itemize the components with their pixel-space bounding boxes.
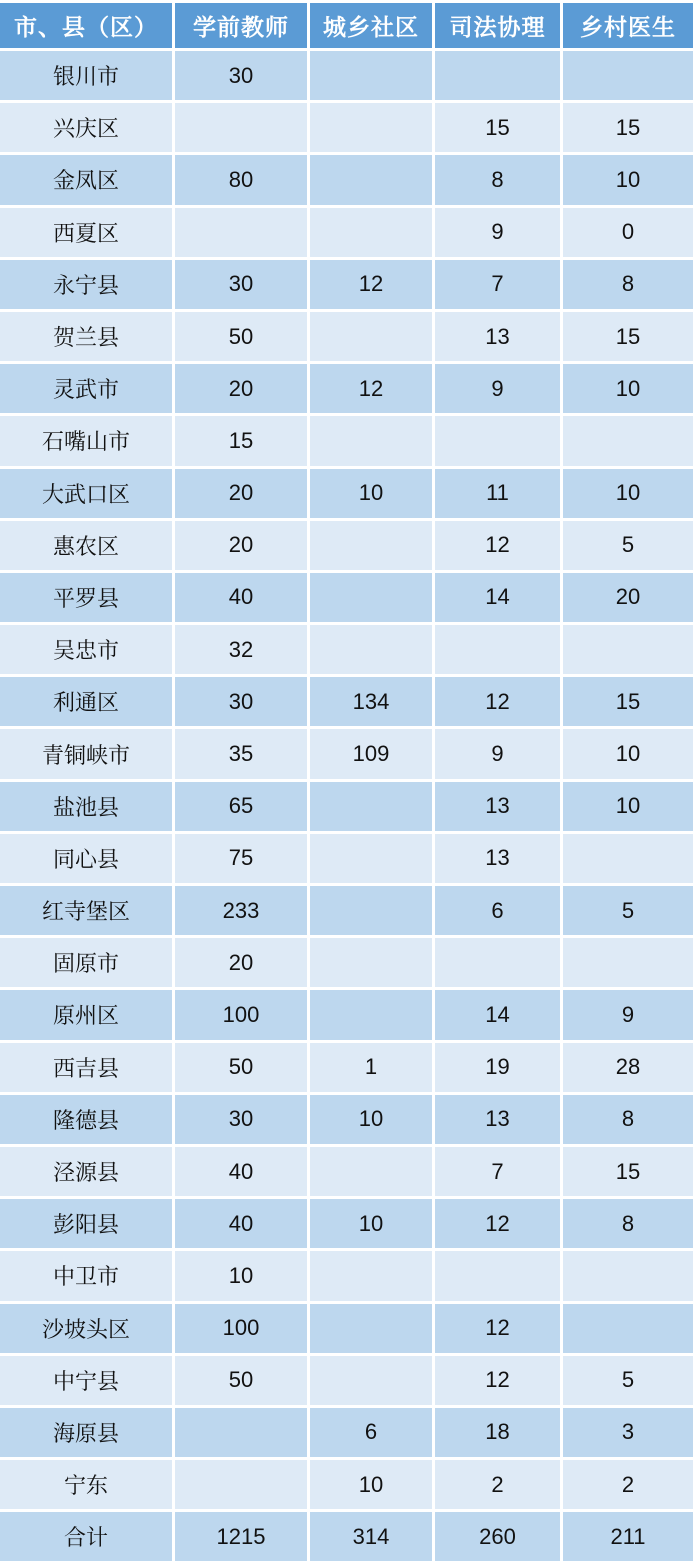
region-cell: 红寺堡区 — [0, 886, 172, 935]
value-cell: 100 — [175, 990, 307, 1039]
value-cell: 1215 — [175, 1512, 307, 1561]
value-cell: 32 — [175, 625, 307, 674]
value-cell: 0 — [563, 208, 693, 257]
value-cell: 10 — [310, 469, 432, 518]
value-cell: 30 — [175, 677, 307, 726]
value-cell: 109 — [310, 729, 432, 778]
value-cell — [310, 886, 432, 935]
value-cell — [563, 1251, 693, 1300]
value-cell: 13 — [435, 1095, 560, 1144]
table-row — [0, 51, 693, 100]
table-row — [0, 103, 693, 152]
region-cell: 同心县 — [0, 834, 172, 883]
region-cell: 隆德县 — [0, 1095, 172, 1144]
value-cell: 10 — [563, 729, 693, 778]
value-cell: 7 — [435, 1147, 560, 1196]
value-cell: 13 — [435, 834, 560, 883]
table-row — [0, 1095, 693, 1144]
region-cell: 海原县 — [0, 1408, 172, 1457]
value-cell — [310, 938, 432, 987]
table-row — [0, 469, 693, 518]
value-cell: 8 — [435, 155, 560, 204]
region-cell: 中宁县 — [0, 1356, 172, 1405]
column-header: 城乡社区 — [310, 3, 432, 48]
value-cell: 20 — [175, 521, 307, 570]
value-cell: 40 — [175, 1147, 307, 1196]
value-cell — [175, 103, 307, 152]
value-cell: 10 — [563, 469, 693, 518]
total-label-cell: 合计 — [0, 1512, 172, 1561]
region-cell: 灵武市 — [0, 364, 172, 413]
value-cell: 14 — [435, 990, 560, 1039]
value-cell: 15 — [175, 416, 307, 465]
value-cell: 1 — [310, 1043, 432, 1092]
value-cell: 5 — [563, 886, 693, 935]
column-header: 司法协理 — [435, 3, 560, 48]
value-cell — [310, 416, 432, 465]
table-row — [0, 1408, 693, 1457]
table-row — [0, 416, 693, 465]
value-cell — [563, 416, 693, 465]
value-cell: 15 — [435, 103, 560, 152]
value-cell: 12 — [435, 1356, 560, 1405]
table-row — [0, 573, 693, 622]
value-cell: 80 — [175, 155, 307, 204]
value-cell: 20 — [175, 364, 307, 413]
value-cell: 10 — [563, 782, 693, 831]
table-row — [0, 938, 693, 987]
value-cell: 8 — [563, 1199, 693, 1248]
value-cell — [435, 625, 560, 674]
table-total-row — [0, 1512, 693, 1561]
value-cell: 6 — [435, 886, 560, 935]
region-cell: 大武口区 — [0, 469, 172, 518]
value-cell — [310, 990, 432, 1039]
value-cell: 6 — [310, 1408, 432, 1457]
value-cell: 10 — [563, 155, 693, 204]
value-cell: 15 — [563, 677, 693, 726]
region-cell: 原州区 — [0, 990, 172, 1039]
region-cell: 彭阳县 — [0, 1199, 172, 1248]
value-cell: 10 — [310, 1460, 432, 1509]
value-cell: 35 — [175, 729, 307, 778]
value-cell: 12 — [435, 521, 560, 570]
value-cell: 50 — [175, 312, 307, 361]
region-cell: 惠农区 — [0, 521, 172, 570]
table-row — [0, 521, 693, 570]
value-cell — [563, 1304, 693, 1353]
value-cell: 10 — [563, 364, 693, 413]
value-cell: 40 — [175, 1199, 307, 1248]
region-cell: 中卫市 — [0, 1251, 172, 1300]
region-cell: 泾源县 — [0, 1147, 172, 1196]
value-cell — [310, 155, 432, 204]
region-cell: 固原市 — [0, 938, 172, 987]
value-cell: 40 — [175, 573, 307, 622]
value-cell: 20 — [563, 573, 693, 622]
value-cell: 9 — [435, 729, 560, 778]
region-cell: 盐池县 — [0, 782, 172, 831]
table-row — [0, 155, 693, 204]
value-cell — [435, 51, 560, 100]
value-cell: 12 — [435, 1304, 560, 1353]
value-cell: 20 — [175, 469, 307, 518]
column-header: 乡村医生 — [563, 3, 693, 48]
table-row — [0, 677, 693, 726]
value-cell: 19 — [435, 1043, 560, 1092]
region-cell: 宁东 — [0, 1460, 172, 1509]
value-cell: 18 — [435, 1408, 560, 1457]
table-row — [0, 1199, 693, 1248]
value-cell — [310, 51, 432, 100]
value-cell: 15 — [563, 312, 693, 361]
table-row — [0, 1460, 693, 1509]
value-cell: 7 — [435, 260, 560, 309]
value-cell — [435, 416, 560, 465]
value-cell: 9 — [435, 208, 560, 257]
region-cell: 银川市 — [0, 51, 172, 100]
value-cell: 12 — [310, 364, 432, 413]
table-row — [0, 834, 693, 883]
table-row — [0, 1251, 693, 1300]
region-cell: 兴庆区 — [0, 103, 172, 152]
region-cell: 永宁县 — [0, 260, 172, 309]
value-cell: 2 — [435, 1460, 560, 1509]
value-cell: 20 — [175, 938, 307, 987]
value-cell — [175, 1408, 307, 1457]
region-cell: 贺兰县 — [0, 312, 172, 361]
value-cell — [310, 103, 432, 152]
region-cell: 吴忠市 — [0, 625, 172, 674]
table-row — [0, 990, 693, 1039]
value-cell — [310, 782, 432, 831]
value-cell — [310, 1147, 432, 1196]
value-cell — [563, 51, 693, 100]
value-cell: 9 — [435, 364, 560, 413]
value-cell: 30 — [175, 51, 307, 100]
table-row — [0, 1147, 693, 1196]
value-cell: 8 — [563, 1095, 693, 1144]
value-cell — [310, 208, 432, 257]
value-cell: 3 — [563, 1408, 693, 1457]
value-cell — [310, 521, 432, 570]
column-header: 学前教师 — [175, 3, 307, 48]
value-cell: 65 — [175, 782, 307, 831]
value-cell — [310, 625, 432, 674]
region-cell: 利通区 — [0, 677, 172, 726]
value-cell: 75 — [175, 834, 307, 883]
value-cell: 211 — [563, 1512, 693, 1561]
value-cell: 15 — [563, 1147, 693, 1196]
value-cell — [175, 1460, 307, 1509]
region-column-header: 市、县（区） — [0, 3, 172, 48]
region-cell: 沙坡头区 — [0, 1304, 172, 1353]
value-cell: 5 — [563, 1356, 693, 1405]
value-cell — [563, 938, 693, 987]
region-cell: 金凤区 — [0, 155, 172, 204]
value-cell: 12 — [310, 260, 432, 309]
value-cell: 5 — [563, 521, 693, 570]
value-cell: 100 — [175, 1304, 307, 1353]
value-cell — [310, 1251, 432, 1300]
value-cell: 11 — [435, 469, 560, 518]
value-cell: 28 — [563, 1043, 693, 1092]
value-cell: 14 — [435, 573, 560, 622]
value-cell — [310, 1304, 432, 1353]
value-cell: 50 — [175, 1043, 307, 1092]
value-cell: 233 — [175, 886, 307, 935]
value-cell: 12 — [435, 677, 560, 726]
table-row — [0, 364, 693, 413]
value-cell: 30 — [175, 1095, 307, 1144]
table-row — [0, 312, 693, 361]
value-cell: 13 — [435, 782, 560, 831]
region-cell: 青铜峡市 — [0, 729, 172, 778]
table-header-row — [0, 3, 693, 48]
table-row — [0, 260, 693, 309]
value-cell — [435, 938, 560, 987]
value-cell — [310, 573, 432, 622]
value-cell: 134 — [310, 677, 432, 726]
value-cell: 10 — [175, 1251, 307, 1300]
value-cell: 12 — [435, 1199, 560, 1248]
table-row — [0, 729, 693, 778]
value-cell — [310, 1356, 432, 1405]
region-cell: 石嘴山市 — [0, 416, 172, 465]
table-row — [0, 625, 693, 674]
table-row — [0, 1304, 693, 1353]
value-cell: 2 — [563, 1460, 693, 1509]
value-cell — [175, 208, 307, 257]
value-cell: 314 — [310, 1512, 432, 1561]
value-cell: 13 — [435, 312, 560, 361]
value-cell — [435, 1251, 560, 1300]
region-cell: 西夏区 — [0, 208, 172, 257]
value-cell — [563, 625, 693, 674]
value-cell: 260 — [435, 1512, 560, 1561]
table-row — [0, 1356, 693, 1405]
region-cell: 西吉县 — [0, 1043, 172, 1092]
value-cell: 8 — [563, 260, 693, 309]
value-cell: 9 — [563, 990, 693, 1039]
value-cell — [310, 834, 432, 883]
value-cell — [563, 834, 693, 883]
quota-table — [0, 3, 693, 1561]
value-cell: 10 — [310, 1095, 432, 1144]
region-cell: 平罗县 — [0, 573, 172, 622]
value-cell — [310, 312, 432, 361]
table-row — [0, 208, 693, 257]
value-cell: 15 — [563, 103, 693, 152]
table-row — [0, 1043, 693, 1092]
table-row — [0, 782, 693, 831]
value-cell: 50 — [175, 1356, 307, 1405]
value-cell: 30 — [175, 260, 307, 309]
table-row — [0, 886, 693, 935]
value-cell: 10 — [310, 1199, 432, 1248]
